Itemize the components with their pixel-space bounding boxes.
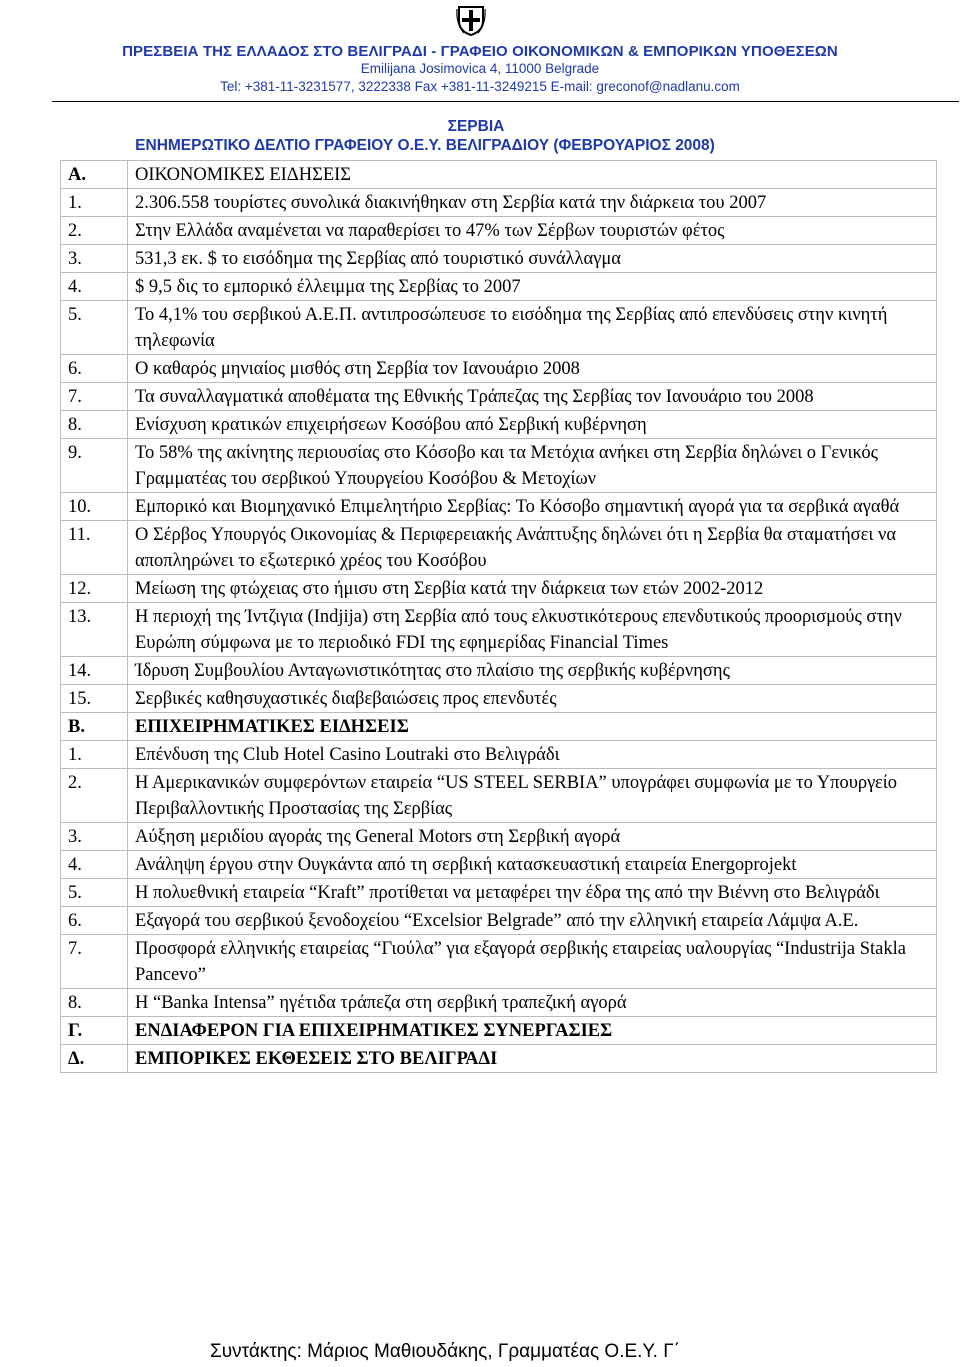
item-number: 7. xyxy=(61,935,128,989)
office-address: Emilijana Josimovica 4, 11000 Belgrade xyxy=(360,61,600,76)
news-row xyxy=(61,301,937,355)
news-headline: Τα συναλλαγματικά αποθέματα της Εθνικής Τράπεζας της Σερβίας τον Ιανουάριο του 2008 xyxy=(128,383,937,411)
news-row xyxy=(61,603,937,657)
news-headline: Η “Banka Intensa” ηγέτιδα τράπεζα στη σερβική τραπεζική αγορά xyxy=(128,989,937,1017)
item-number: 1. xyxy=(61,189,128,217)
item-number: 8. xyxy=(61,411,128,439)
section-heading: ΕΜΠΟΡΙΚΕΣ ΕΚΘΕΣΕΙΣ ΣΤΟ ΒΕΛΙΓΡΑΔΙ xyxy=(128,1045,937,1073)
news-row xyxy=(61,823,937,851)
news-row xyxy=(61,411,937,439)
item-number: 3. xyxy=(61,245,128,273)
item-number: 7. xyxy=(61,383,128,411)
item-number: 5. xyxy=(61,879,128,907)
item-number: 2. xyxy=(61,769,128,823)
news-row xyxy=(61,521,937,575)
section-row xyxy=(61,1017,937,1045)
news-headline: Εξαγορά του σερβικού ξενοδοχείου “Excelsior Belgrade” από την ελληνική εταιρεία Λάμψα Α.Ε. xyxy=(128,907,937,935)
news-headline: Το 58% της ακίνητης περιουσίας στο Κόσοβο και τα Μετόχια ανήκει στη Σερβία δηλώνει ο Γενικός Γραμματέας του σερβικού Υπουργείου Κοσόβου & Μετοχίων xyxy=(128,439,937,493)
section-heading: ΟΙΚΟΝΟΜΙΚΕΣ ΕΙΔΗΣΕΙΣ xyxy=(128,161,937,189)
item-number: 13. xyxy=(61,603,128,657)
news-row xyxy=(61,685,937,713)
item-number: 14. xyxy=(61,657,128,685)
item-number: 3. xyxy=(61,823,128,851)
news-row xyxy=(61,851,937,879)
news-row xyxy=(61,657,937,685)
item-number: 12. xyxy=(61,575,128,603)
news-row xyxy=(61,575,937,603)
news-headline: Εμπορικό και Βιομηχανικό Επιμελητήριο Σερβίας: Το Κόσοβο σημαντική αγορά για τα σερβικά αγαθά xyxy=(128,493,937,521)
news-row xyxy=(61,273,937,301)
item-number: 15. xyxy=(61,685,128,713)
item-number: 6. xyxy=(61,907,128,935)
news-headline: Το 4,1% του σερβικού Α.Ε.Π. αντιπροσώπευσε το εισόδημα της Σερβίας από επενδύσεις στην κινητή τηλεφωνία xyxy=(128,301,937,355)
news-row xyxy=(61,383,937,411)
news-row xyxy=(61,935,937,989)
section-heading: ΕΝΔΙΑΦΕΡΟΝ ΓΙΑ ΕΠΙΧΕΙΡΗΜΑΤΙΚΕΣ ΣΥΝΕΡΓΑΣΙΕΣ xyxy=(128,1017,937,1045)
news-headline: Αύξηση μεριδίου αγοράς της General Motors στη Σερβική αγορά xyxy=(128,823,937,851)
news-row xyxy=(61,879,937,907)
news-headline: Η πολυεθνική εταιρεία “Kraft” προτίθεται να μεταφέρει την έδρα της από την Βιέννη στο Βελιγράδι xyxy=(128,879,937,907)
news-headline: Επένδυση της Club Hotel Casino Loutraki στο Βελιγράδι xyxy=(128,741,937,769)
news-row xyxy=(61,741,937,769)
news-headline: Ανάληψη έργου στην Ουγκάντα από τη σερβική κατασκευαστική εταιρεία Energoprojekt xyxy=(128,851,937,879)
item-number: 4. xyxy=(61,851,128,879)
bulletin-title: ΕΝΗΜΕΡΩΤΙΚΟ ΔΕΛΤΙΟ ΓΡΑΦΕΙΟΥ Ο.Ε.Υ. ΒΕΛΙΓΡΑΔΙΟΥ (ΦΕΒΡΟΥΑΡΙΟΣ 2008) xyxy=(135,137,715,154)
news-headline: Στην Ελλάδα αναμένεται να παραθερίσει το 47% των Σέρβων τουριστών φέτος xyxy=(128,217,937,245)
item-number: 9. xyxy=(61,439,128,493)
news-row xyxy=(61,245,937,273)
item-number: 5. xyxy=(61,301,128,355)
news-headline: Ενίσχυση κρατικών επιχειρήσεων Κοσόβου από Σερβική κυβέρνηση xyxy=(128,411,937,439)
news-row xyxy=(61,493,937,521)
header-divider xyxy=(52,101,959,102)
item-number: 6. xyxy=(61,355,128,383)
section-row xyxy=(61,161,937,189)
news-headline: $ 9,5 δις το εμπορικό έλλειμμα της Σερβίας το 2007 xyxy=(128,273,937,301)
item-number: 8. xyxy=(61,989,128,1017)
news-headline: Μείωση της φτώχειας στο ήμισυ στη Σερβία κατά την διάρκεια των ετών 2002-2012 xyxy=(128,575,937,603)
embassy-office-name: ΠΡΕΣΒΕΙΑ ΤΗΣ ΕΛΛΑΔΟΣ ΣΤΟ ΒΕΛΙΓΡΑΔΙ - ΓΡΑΦΕΙΟ ΟΙΚΟΝΟΜΙΚΩΝ & ΕΜΠΟΡΙΚΩΝ ΥΠΟΘΕΣΕΩΝ xyxy=(122,43,838,60)
item-number: Δ. xyxy=(61,1045,128,1073)
news-row xyxy=(61,439,937,493)
news-headline: Σερβικές καθησυχαστικές διαβεβαιώσεις προς επενδυτές xyxy=(128,685,937,713)
item-number: Β. xyxy=(61,713,128,741)
item-number: 1. xyxy=(61,741,128,769)
item-number: 4. xyxy=(61,273,128,301)
news-row xyxy=(61,189,937,217)
news-row xyxy=(61,355,937,383)
news-headline: Ο Σέρβος Υπουργός Οικονομίας & Περιφερειακής Ανάπτυξης δηλώνει ότι η Σερβία θα σταματήσει να αποπληρώνει το εξωτερικό χρέος του Κοσόβου xyxy=(128,521,937,575)
news-row xyxy=(61,989,937,1017)
news-index-table xyxy=(60,160,937,1073)
item-number: 2. xyxy=(61,217,128,245)
news-headline: 2.306.558 τουρίστες συνολικά διακινήθηκαν στη Σερβία κατά την διάρκεια του 2007 xyxy=(128,189,937,217)
news-headline: Ίδρυση Συμβουλίου Ανταγωνιστικότητας στο πλαίσιο της σερβικής κυβέρνησης xyxy=(128,657,937,685)
news-row xyxy=(61,217,937,245)
section-row xyxy=(61,1045,937,1073)
item-number: 10. xyxy=(61,493,128,521)
news-row xyxy=(61,907,937,935)
item-number: Γ. xyxy=(61,1017,128,1045)
news-headline: Ο καθαρός μηνιαίος μισθός στη Σερβία τον Ιανουάριο 2008 xyxy=(128,355,937,383)
news-headline: 531,3 εκ. $ το εισόδημα της Σερβίας από τουριστικό συνάλλαγμα xyxy=(128,245,937,273)
news-headline: Η περιοχή της Ίντζιγια (Indjija) στη Σερβία από τους ελκυστικότερους επενδυτικούς προορισμούς στην Ευρώπη σύμφωνα με το περιοδικό FDI της εφημερίδας Financial Times xyxy=(128,603,937,657)
office-contact: Tel: +381-11-3231577, 3222338 Fax +381-11-3249215 E-mail: greconof@nadlanu.com xyxy=(220,79,740,94)
news-row xyxy=(61,769,937,823)
item-number: 11. xyxy=(61,521,128,575)
news-headline: Η Αμερικανικών συμφερόντων εταιρεία “US STEEL SERBIA” υπογράφει συμφωνία με το Υπουργείο Περιβαλλοντικής Προστασίας της Σερβίας xyxy=(128,769,937,823)
country-title: ΣΕΡΒΙΑ xyxy=(447,118,505,135)
greek-coat-of-arms-icon xyxy=(456,4,486,36)
author-footer: Συντάκτης: Μάριος Μαθιουδάκης, Γραμματέας Ο.Ε.Υ. Γ΄ xyxy=(210,1341,681,1362)
news-headline: Προσφορά ελληνικής εταιρείας “Γιούλα” για εξαγορά σερβικής εταιρείας υαλουργίας “Industrija Stakla Pancevo” xyxy=(128,935,937,989)
item-number: Α. xyxy=(61,161,128,189)
section-heading: ΕΠΙΧΕΙΡΗΜΑΤΙΚΕΣ ΕΙΔΗΣΕΙΣ xyxy=(128,713,937,741)
section-row xyxy=(61,713,937,741)
